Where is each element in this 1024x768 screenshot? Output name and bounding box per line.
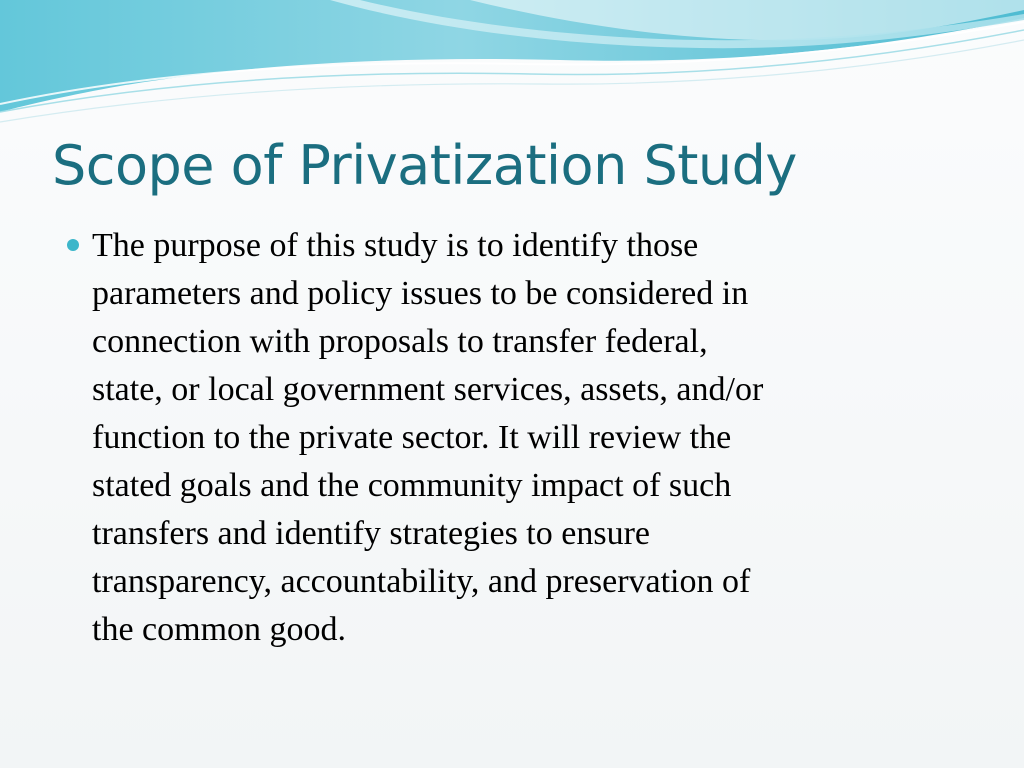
bullet-dot-icon [67, 239, 79, 251]
list-item [62, 222, 942, 654]
bullet-list [62, 222, 942, 654]
slide-title: Scope of Privatization Study [52, 134, 797, 197]
wave-header-decoration [0, 0, 1024, 130]
bullet-text: The purpose of this study is to identify those parameters and policy issues to be considered in connection with proposals to transfer federal, state, or local government services, assets, and/or function to the private sector. It will review the stated goals and the community impact of such transfers and identify strategies to ensure transparency, accountability, and preservation of the common good. [92, 227, 764, 648]
